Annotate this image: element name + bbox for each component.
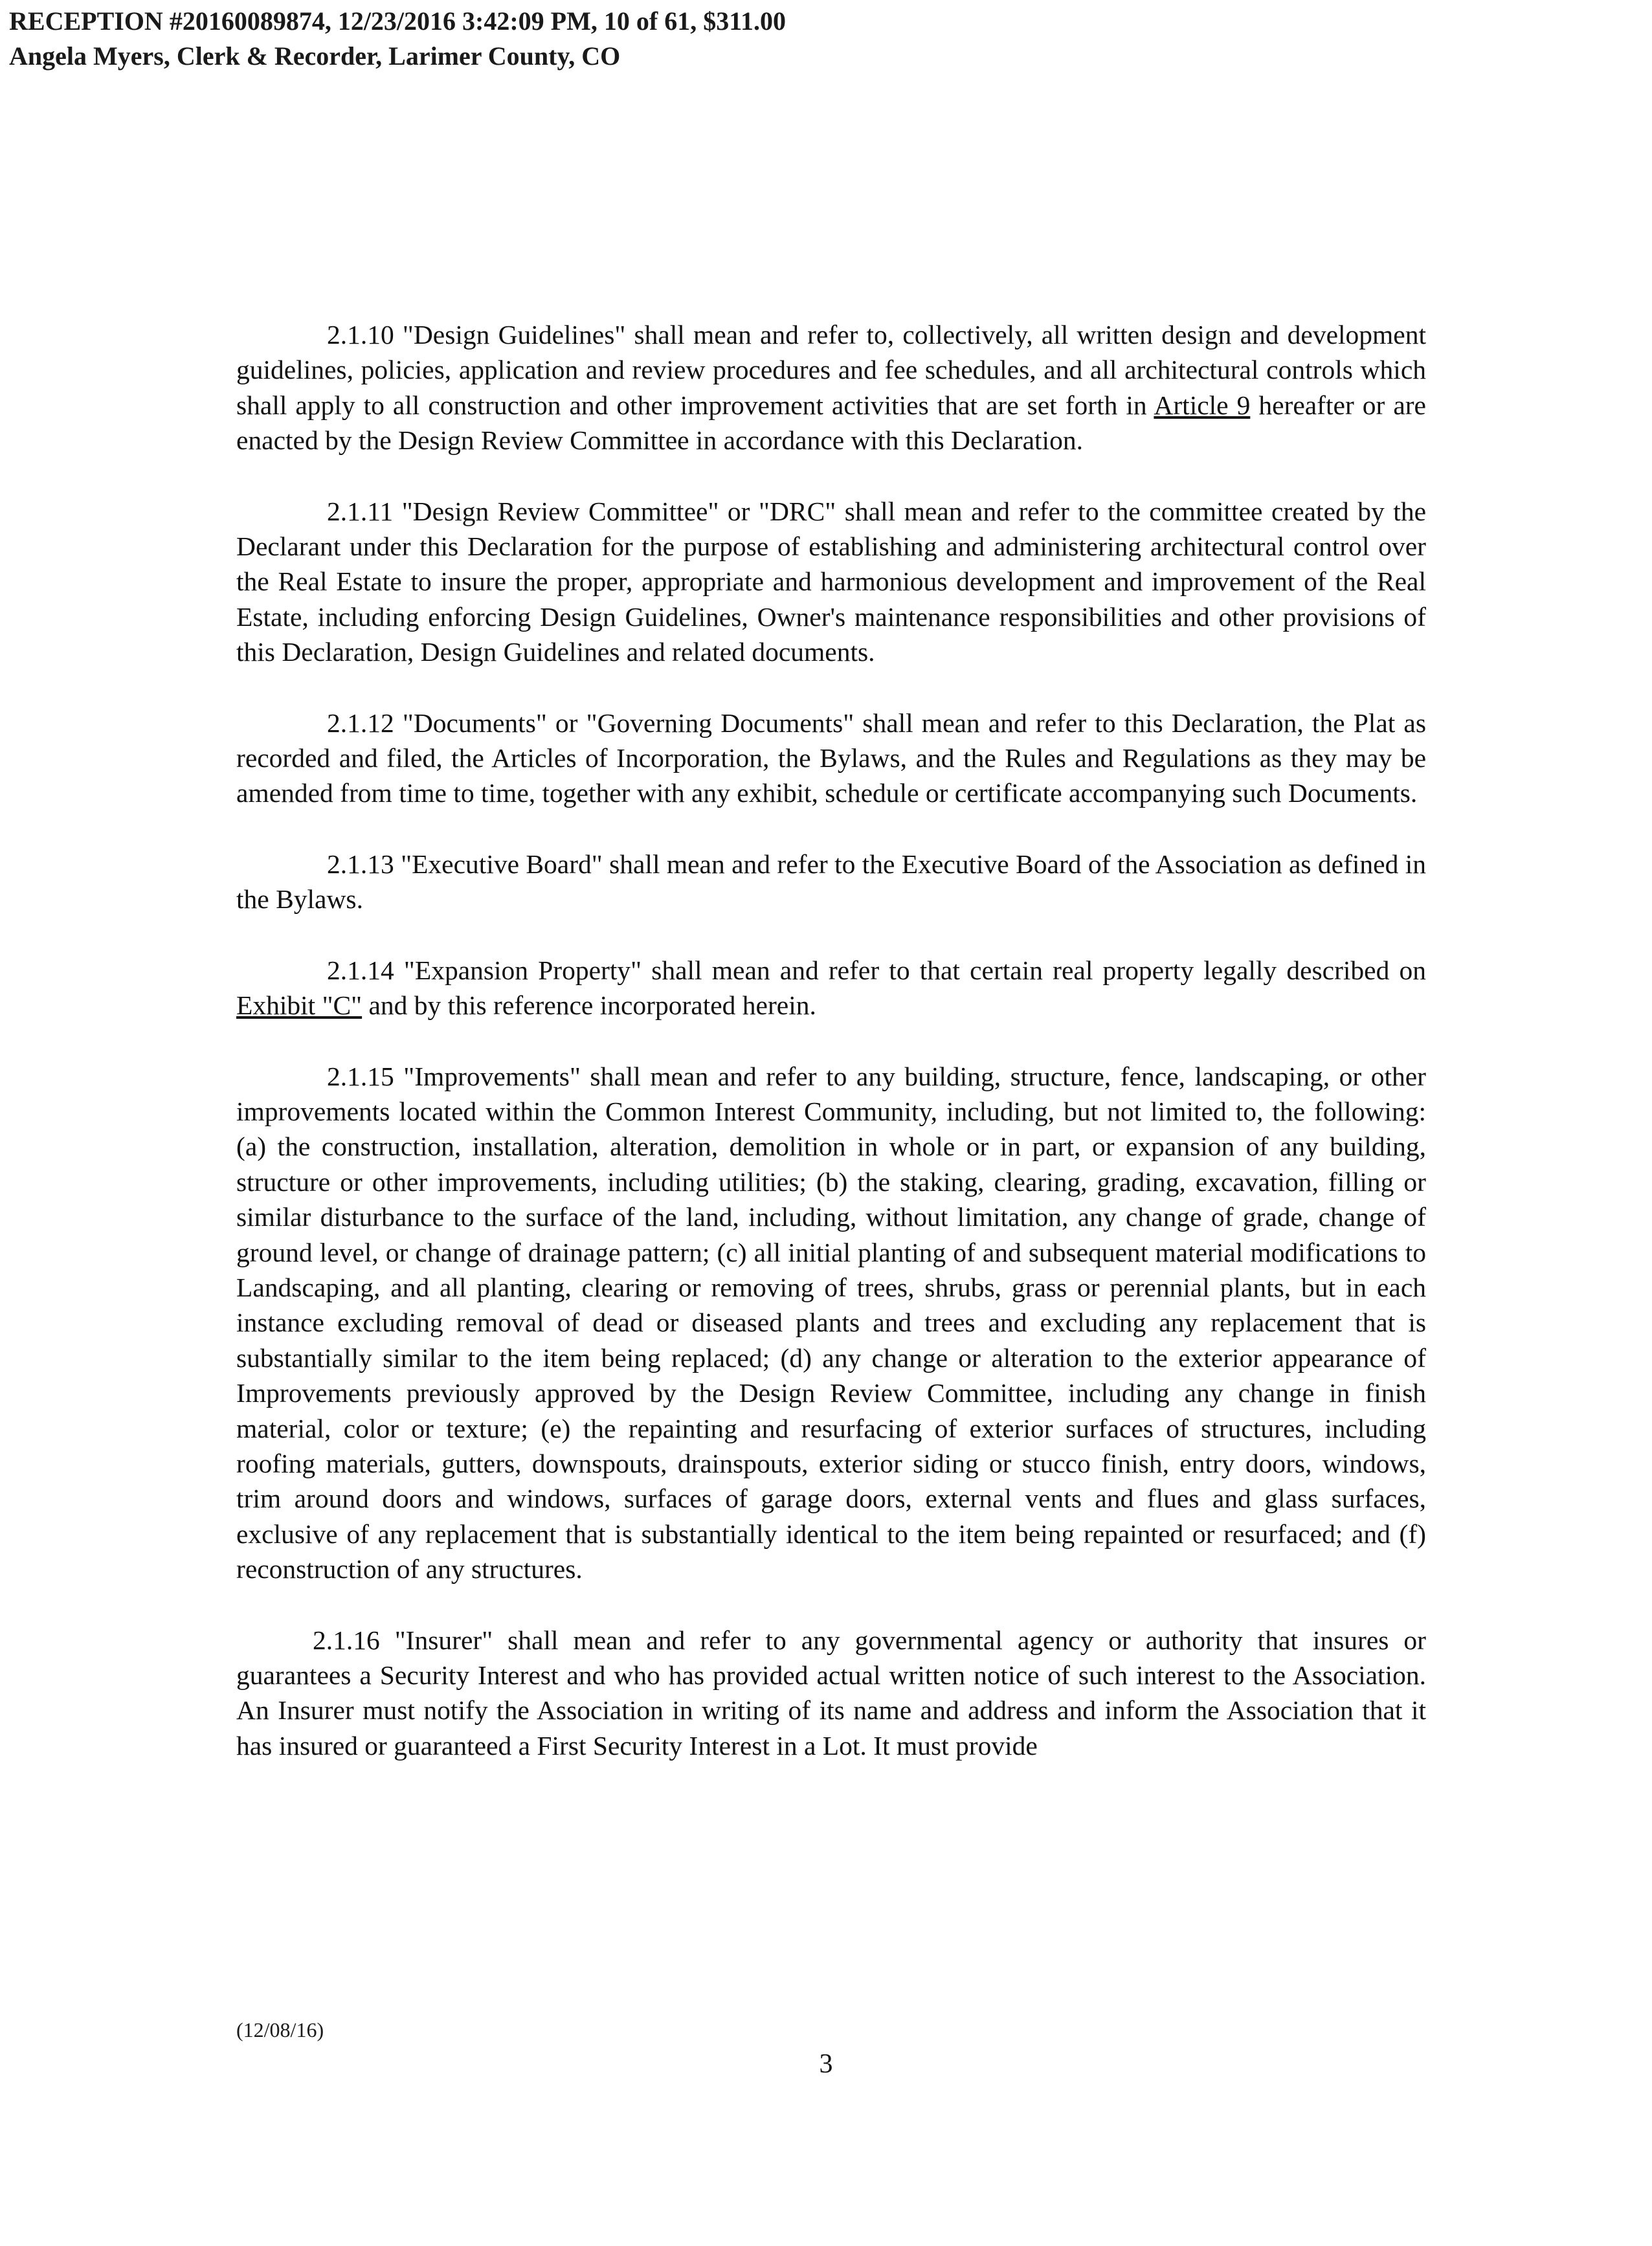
page-number: 3: [819, 2049, 833, 2079]
article-9-reference: Article 9: [1154, 390, 1251, 420]
section-2-1-10: [236, 317, 1426, 458]
section-2-1-16: 2.1.16 "Insurer" shall mean and refer to any governmental agency or authority that insures or guarantees a Security Interest and who has provided actual written notice of such interest to the Association. An Insurer must notify the Association in writing of its name and address and inform the Association that it has insured or guaranteed a First Security Interest in a Lot. It must provide: [236, 1625, 1426, 1761]
section-2-1-12: 2.1.12 "Documents" or "Governing Documents" shall mean and refer to this Declaration, the Plat as recorded and filed, the Articles of Incorporation, the Bylaws, and the Rules and Regulations as they may be amended from time to time, together with any exhibit, schedule or certificate accompanying such Documents.: [236, 707, 1426, 808]
exhibit-c-reference: Exhibit "C": [236, 990, 363, 1021]
reception-line: RECEPTION #20160089874, 12/23/2016 3:42:09 PM, 10 of 61, $311.00: [9, 6, 786, 36]
revision-date: (12/08/16): [236, 2018, 324, 2041]
section-2-1-14: [236, 953, 1426, 1023]
section-2-1-14-text-a: 2.1.14 "Expansion Property" shall mean and refer to that certain real property legally described on: [327, 955, 1426, 985]
section-2-1-11: 2.1.11 "Design Review Committee" or "DRC" shall mean and refer to the committee created by the Declarant under this Declaration for the purpose of establishing and administering architectural control over the Real Estate to insure the proper, appropriate and harmonious development and improvement of the Real Estate, including enforcing Design Guidelines, Owner's maintenance responsibilities and other provisions of this Declaration, Design Guidelines and related documents.: [236, 496, 1426, 667]
clerk-line: Angela Myers, Clerk & Recorder, Larimer County, CO: [9, 41, 621, 71]
section-2-1-15: 2.1.15 "Improvements" shall mean and refer to any building, structure, fence, landscaping, or other improvements located within the Common Interest Community, including, but not limited to, the following: (a) the construction, installation, alteration, demolition in whole or in part, or expansion of any building, structure or other improvements, including utilities; (b) the staking, clearing, grading, excavation, filling or similar disturbance to the surface of the land, including, without limitation, any change of grade, change of ground level, or change of drainage pattern; (c) all initial planting of and subsequent material modifications to Landscaping, and all planting, clearing or removing of trees, shrubs, grass or perennial plants, but in each instance excluding removal of dead or diseased plants and trees and excluding any replacement that is substantially similar to the item being replaced; (d) any change or alteration to the exterior appearance of Improvements previously approved by the Design Review Committee, including any change in finish material, color or texture; (e) the repainting and resurfacing of exterior surfaces of structures, including roofing materials, gutters, downspouts, drainspouts, exterior siding or stucco finish, entry doors, windows, trim around doors and windows, surfaces of garage doors, external vents and flues and glass surfaces, exclusive of any replacement that is substantially identical to the item being repainted or resurfaced; and (f) reconstruction of any structures.: [236, 1061, 1426, 1584]
section-2-1-10-text-b: hereafter or are enacted by the Design Review Committee in accordance with this Declaration.: [236, 390, 1426, 456]
section-2-1-10-text-a: 2.1.10 "Design Guidelines" shall mean and refer to, collectively, all written design and development guidelines, policies, application and review procedures and fee schedules, and all architectural controls which shall apply to all construction and other improvement activities that are set forth in: [236, 320, 1426, 420]
recording-stamp: [9, 4, 786, 74]
document-body: [236, 317, 1426, 1799]
section-2-1-13: 2.1.13 "Executive Board" shall mean and refer to the Executive Board of the Association as defined in the Bylaws.: [236, 849, 1426, 915]
section-2-1-14-text-b: and by this reference incorporated herein.: [362, 990, 816, 1021]
